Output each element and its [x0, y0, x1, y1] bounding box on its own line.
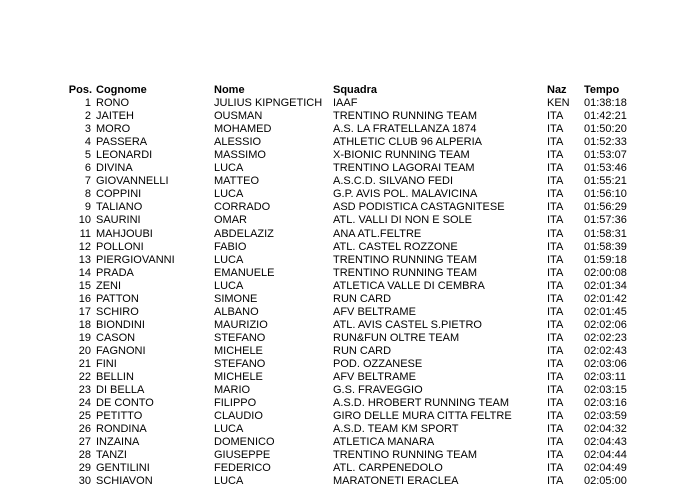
- cell-pos: 17: [78, 305, 91, 318]
- cell-squadra: ATL. CARPENEDOLO: [333, 462, 443, 475]
- cell-cognome: DI BELLA: [96, 384, 145, 397]
- cell-squadra: ATL. AVIS CASTEL S.PIETRO: [333, 318, 482, 331]
- cell-squadra: ATHLETIC CLUB 96 ALPERIA: [333, 136, 482, 149]
- cell-tempo: 02:02:23: [584, 331, 627, 344]
- cell-tempo: 02:02:06: [584, 318, 627, 331]
- table-header: [0, 84, 696, 97]
- cell-tempo: 02:03:16: [584, 397, 627, 410]
- cell-cognome: PRADA: [96, 266, 134, 279]
- cell-naz: ITA: [547, 149, 564, 162]
- cell-naz: ITA: [547, 318, 564, 331]
- cell-squadra: A.S.D. TEAM KM SPORT: [333, 423, 459, 436]
- cell-tempo: 02:03:06: [584, 358, 627, 370]
- cell-nome: ALESSIO: [214, 136, 262, 149]
- table-row: [0, 319, 696, 332]
- cell-squadra: TRENTINO RUNNING TEAM: [333, 449, 478, 462]
- cell-cognome: ZENI: [96, 279, 122, 292]
- table-row: [0, 254, 696, 267]
- cell-tempo: 01:38:18: [584, 97, 627, 109]
- cell-nome: ALBANO: [214, 305, 259, 318]
- cell-squadra: AFV BELTRAME: [333, 371, 416, 384]
- cell-nome: LUCA: [214, 475, 244, 488]
- cell-tempo: 02:03:59: [584, 410, 627, 423]
- cell-cognome: RONDINA: [96, 423, 147, 436]
- cell-nome: STEFANO: [214, 331, 266, 344]
- cell-squadra: TRENTINO RUNNING TEAM: [333, 110, 478, 123]
- cell-cognome: SAURINI: [96, 214, 141, 227]
- cell-nome: CLAUDIO: [214, 410, 263, 423]
- cell-pos: 10: [78, 214, 91, 227]
- cell-cognome: BELLIN: [96, 371, 134, 384]
- table-row: [0, 280, 696, 293]
- cell-naz: ITA: [547, 305, 564, 318]
- cell-naz: ITA: [547, 410, 564, 423]
- cell-nome: OUSMAN: [214, 110, 263, 123]
- cell-pos: 26: [78, 423, 91, 436]
- table-row: [0, 188, 696, 201]
- table-row: [0, 462, 696, 475]
- table-row: [0, 371, 696, 384]
- cell-pos: 19: [78, 331, 91, 344]
- cell-nome: SIMONE: [214, 292, 258, 305]
- cell-pos: 2: [84, 110, 91, 123]
- cell-squadra: RUN CARD: [333, 292, 392, 305]
- cell-cognome: PIERGIOVANNI: [96, 253, 175, 266]
- cell-naz: ITA: [547, 110, 564, 123]
- cell-naz: ITA: [547, 436, 564, 449]
- cell-pos: 8: [84, 188, 91, 201]
- cell-pos: 6: [84, 162, 91, 175]
- cell-naz: KEN: [547, 97, 570, 109]
- cell-squadra: POD. OZZANESE: [333, 358, 423, 370]
- cell-nome: MOHAMED: [214, 123, 272, 136]
- cell-naz: ITA: [547, 384, 564, 397]
- cell-tempo: 01:56:29: [584, 201, 627, 214]
- cell-cognome: LEONARDI: [96, 149, 153, 162]
- cell-squadra: GIRO DELLE MURA CITTA FELTRE: [333, 410, 512, 423]
- cell-cognome: CASON: [96, 331, 136, 344]
- cell-pos: 12: [78, 240, 91, 253]
- cell-squadra: MARATONETI ERACLEA: [333, 475, 459, 488]
- cell-pos: 3: [84, 123, 91, 136]
- cell-naz: ITA: [547, 449, 564, 462]
- cell-squadra: IAAF: [333, 97, 358, 109]
- cell-squadra: A.S.C.D. SILVANO FEDI: [333, 175, 454, 188]
- cell-naz: ITA: [547, 292, 564, 305]
- table-row: [0, 241, 696, 254]
- cell-nome: DOMENICO: [214, 436, 275, 449]
- table-row: [0, 436, 696, 449]
- cell-tempo: 01:50:20: [584, 123, 627, 136]
- table-row: [0, 423, 696, 436]
- header-tempo: Tempo: [584, 84, 620, 96]
- cell-nome: MICHELE: [214, 371, 263, 384]
- cell-tempo: 02:04:44: [584, 449, 627, 462]
- cell-cognome: INZAINA: [96, 436, 140, 449]
- cell-squadra: G.P. AVIS POL. MALAVICINA: [333, 188, 478, 201]
- cell-cognome: MORO: [96, 123, 131, 136]
- cell-squadra: A.S. LA FRATELLANZA 1874: [333, 123, 477, 136]
- cell-tempo: 02:04:49: [584, 462, 627, 475]
- cell-tempo: 02:04:43: [584, 436, 627, 449]
- cell-pos: 16: [78, 292, 91, 305]
- table-row: [0, 201, 696, 214]
- cell-pos: 23: [78, 384, 91, 397]
- cell-tempo: 01:42:21: [584, 110, 627, 123]
- cell-squadra: A.S.D. HROBERT RUNNING TEAM: [333, 397, 510, 410]
- cell-squadra: TRENTINO RUNNING TEAM: [333, 266, 478, 279]
- table-row: [0, 293, 696, 306]
- header-squadra: Squadra: [333, 84, 378, 96]
- cell-cognome: PETITTO: [96, 410, 143, 423]
- cell-naz: ITA: [547, 331, 564, 344]
- cell-naz: ITA: [547, 371, 564, 384]
- cell-tempo: 02:01:45: [584, 305, 627, 318]
- cell-naz: ITA: [547, 279, 564, 292]
- cell-naz: ITA: [547, 175, 564, 188]
- table-row: [0, 475, 696, 488]
- cell-nome: MAURIZIO: [214, 318, 268, 331]
- cell-squadra: X-BIONIC RUNNING TEAM: [333, 149, 470, 162]
- header-naz: Naz: [547, 84, 567, 96]
- cell-cognome: RONO: [96, 97, 129, 109]
- cell-tempo: 02:02:43: [584, 344, 627, 357]
- cell-nome: ABDELAZIZ: [214, 227, 274, 240]
- cell-nome: LUCA: [214, 188, 244, 201]
- cell-tempo: 01:53:46: [584, 162, 627, 175]
- cell-pos: 30: [78, 475, 91, 488]
- cell-pos: 29: [78, 462, 91, 475]
- cell-cognome: DIVINA: [96, 162, 133, 175]
- cell-nome: LUCA: [214, 253, 244, 266]
- cell-squadra: ANA ATL.FELTRE: [333, 227, 422, 240]
- cell-cognome: SCHIAVON: [96, 475, 153, 488]
- cell-tempo: 02:03:15: [584, 384, 627, 397]
- header-nome: Nome: [214, 84, 245, 96]
- cell-pos: 1: [84, 97, 91, 109]
- cell-nome: LUCA: [214, 423, 244, 436]
- cell-tempo: 02:03:11: [584, 371, 627, 384]
- cell-tempo: 01:52:33: [584, 136, 627, 149]
- table-row: [0, 332, 696, 345]
- cell-tempo: 01:57:36: [584, 214, 627, 227]
- header-cognome: Cognome: [96, 84, 147, 96]
- cell-cognome: MAHJOUBI: [96, 227, 153, 240]
- cell-naz: ITA: [547, 188, 564, 201]
- cell-nome: CORRADO: [214, 201, 271, 214]
- table-row: [0, 136, 696, 149]
- cell-tempo: 02:01:34: [584, 279, 627, 292]
- cell-pos: 25: [78, 410, 91, 423]
- cell-naz: ITA: [547, 201, 564, 214]
- cell-squadra: RUN CARD: [333, 344, 392, 357]
- cell-squadra: TRENTINO RUNNING TEAM: [333, 253, 478, 266]
- table-row: [0, 149, 696, 162]
- cell-squadra: G.S. FRAVEGGIO: [333, 384, 423, 397]
- cell-naz: ITA: [547, 162, 564, 175]
- cell-pos: 4: [84, 136, 91, 149]
- cell-squadra: AFV BELTRAME: [333, 305, 416, 318]
- cell-nome: FILIPPO: [214, 397, 257, 410]
- table-row: [0, 384, 696, 397]
- cell-nome: FABIO: [214, 240, 247, 253]
- cell-nome: JULIUS KIPNGETICH: [214, 97, 323, 109]
- cell-pos: 9: [84, 201, 91, 214]
- cell-nome: MASSIMO: [214, 149, 266, 162]
- cell-nome: OMAR: [214, 214, 247, 227]
- cell-nome: MICHELE: [214, 344, 263, 357]
- cell-naz: ITA: [547, 475, 564, 488]
- cell-tempo: 02:00:08: [584, 266, 627, 279]
- cell-cognome: JAITEH: [96, 110, 134, 123]
- cell-cognome: DE CONTO: [96, 397, 154, 410]
- cell-squadra: ASD PODISTICA CASTAGNITESE: [333, 201, 505, 214]
- cell-naz: ITA: [547, 266, 564, 279]
- table-row: [0, 228, 696, 241]
- cell-nome: MARIO: [214, 384, 251, 397]
- cell-naz: ITA: [547, 123, 564, 136]
- cell-pos: 15: [78, 279, 91, 292]
- table-row: [0, 110, 696, 123]
- cell-cognome: FINI: [96, 358, 117, 370]
- table-row: [0, 97, 696, 110]
- table-row: [0, 306, 696, 319]
- cell-pos: 11: [79, 227, 91, 240]
- cell-squadra: ATLETICA MANARA: [333, 436, 435, 449]
- cell-tempo: 02:04:32: [584, 423, 627, 436]
- cell-squadra: ATLETICA VALLE DI CEMBRA: [333, 279, 485, 292]
- table-row: [0, 410, 696, 423]
- table-row: [0, 397, 696, 410]
- cell-naz: ITA: [547, 358, 564, 370]
- cell-squadra: ATL. VALLI DI NON E SOLE: [333, 214, 472, 227]
- cell-nome: LUCA: [214, 279, 244, 292]
- cell-cognome: FAGNONI: [96, 344, 146, 357]
- cell-naz: ITA: [547, 397, 564, 410]
- cell-cognome: BIONDINI: [96, 318, 145, 331]
- cell-squadra: ATL. CASTEL ROZZONE: [333, 240, 458, 253]
- cell-nome: EMANUELE: [214, 266, 275, 279]
- cell-naz: ITA: [547, 136, 564, 149]
- table-row: [0, 345, 696, 358]
- cell-cognome: GENTILINI: [96, 462, 150, 475]
- cell-tempo: 01:53:07: [584, 149, 627, 162]
- table-row: [0, 123, 696, 136]
- cell-nome: STEFANO: [214, 358, 266, 370]
- cell-pos: 5: [84, 149, 91, 162]
- cell-tempo: 01:58:39: [584, 240, 627, 253]
- cell-squadra: TRENTINO LAGORAI TEAM: [333, 162, 475, 175]
- cell-nome: LUCA: [214, 162, 244, 175]
- cell-cognome: PATTON: [96, 292, 139, 305]
- header-pos: Pos.: [68, 84, 92, 96]
- cell-naz: ITA: [547, 240, 564, 253]
- cell-tempo: 01:59:18: [584, 253, 627, 266]
- cell-tempo: 02:01:42: [584, 292, 627, 305]
- table-row: [0, 162, 696, 175]
- cell-cognome: PASSERA: [96, 136, 148, 149]
- cell-naz: ITA: [547, 462, 564, 475]
- cell-cognome: POLLONI: [96, 240, 144, 253]
- table-row: [0, 358, 696, 371]
- cell-tempo: 01:55:21: [584, 175, 627, 188]
- cell-cognome: GIOVANNELLI: [96, 175, 169, 188]
- cell-pos: 24: [78, 397, 91, 410]
- cell-pos: 14: [78, 266, 91, 279]
- table-row: [0, 214, 696, 227]
- cell-tempo: 01:56:10: [584, 188, 627, 201]
- table-row: [0, 267, 696, 280]
- cell-cognome: TALIANO: [96, 201, 143, 214]
- cell-naz: ITA: [547, 253, 564, 266]
- cell-cognome: COPPINI: [96, 188, 142, 201]
- cell-tempo: 01:58:31: [584, 227, 627, 240]
- cell-pos: 13: [78, 253, 91, 266]
- cell-cognome: SCHIRO: [96, 305, 139, 318]
- cell-pos: 18: [78, 318, 91, 331]
- cell-naz: ITA: [547, 344, 564, 357]
- cell-tempo: 02:05:00: [584, 475, 627, 488]
- cell-naz: ITA: [547, 227, 564, 240]
- cell-naz: ITA: [547, 214, 564, 227]
- cell-nome: MATTEO: [214, 175, 260, 188]
- cell-cognome: TANZI: [96, 449, 127, 462]
- cell-pos: 20: [78, 344, 91, 357]
- table-row: [0, 175, 696, 188]
- table-row: [0, 449, 696, 462]
- cell-pos: 27: [78, 436, 91, 449]
- cell-pos: 21: [78, 358, 91, 370]
- cell-nome: FEDERICO: [214, 462, 271, 475]
- cell-pos: 7: [84, 175, 91, 188]
- cell-nome: GIUSEPPE: [214, 449, 271, 462]
- cell-pos: 28: [78, 449, 91, 462]
- cell-naz: ITA: [547, 423, 564, 436]
- cell-pos: 22: [78, 371, 91, 384]
- cell-squadra: RUN&FUN OLTRE TEAM: [333, 331, 460, 344]
